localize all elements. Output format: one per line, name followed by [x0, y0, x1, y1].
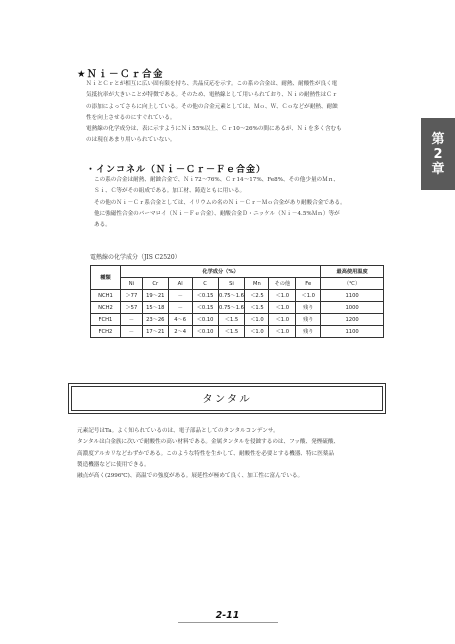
table-row — [91, 314, 384, 326]
table-cell: 残り — [296, 314, 321, 326]
table-cell: ＜1.5 — [218, 314, 245, 326]
table-cell: 残り — [296, 302, 321, 314]
table-cell: ＜0.10 — [192, 326, 218, 338]
table-cell: 17～21 — [142, 326, 168, 338]
table-cell: ＞57 — [120, 302, 142, 314]
nicr-paragraph — [86, 79, 406, 147]
table-title: 電熱線の化学成分（JIS C2520） — [90, 254, 181, 261]
table-cell: ＞77 — [120, 290, 142, 302]
tantalum-line: 製造機器などに使用できる。 — [77, 461, 150, 468]
table-cell: － — [120, 314, 142, 326]
table-cell-name: FCH2 — [91, 326, 121, 338]
inconel-line: その他のＮｉ－Ｃｒ系合金としては、イリウムの名のＮｉ－Ｃｒ－Ｍｏ合金があり耐酸合金である。 — [94, 199, 346, 206]
table-cell: － — [168, 290, 192, 302]
tantalum-line: 元素記号はTa。よく知られているのは、電子部品としてのタンタルコンデンサ。 — [77, 428, 279, 434]
table-cell: ＜1.0 — [269, 290, 296, 302]
table-cell-temp: 1200 — [321, 314, 384, 326]
inconel-line: Ｓｉ、Ｃ等がその組成である。加工材、鋳造ともに用いる。 — [94, 188, 246, 195]
tantalum-line: 融点が高く(2996℃)、高温での強度がある。展延性が極めて良く、加工性に富んでいる。 — [77, 473, 304, 480]
table-column-header: Al — [168, 278, 192, 290]
table-column-header: Fe — [296, 278, 321, 290]
nicr-line: ＮｉとＣｒとが相互に広い固有限を持ち、共晶反応を示す。この系の合金は、耐熱、耐酸性が良く電 — [86, 81, 338, 87]
table-cell: ＜2.5 — [245, 290, 269, 302]
table-cell-name: NCH2 — [91, 302, 121, 314]
table-cell: ＜0.15 — [192, 290, 218, 302]
table-cell-name: FCH1 — [91, 314, 121, 326]
table-cell: ＜1.5 — [245, 302, 269, 314]
table-cell: 0.75～1.6 — [218, 302, 245, 314]
table-column-header: Cr — [142, 278, 168, 290]
table-column-header: その他 — [269, 278, 296, 290]
table-cell: ＜1.0 — [269, 326, 296, 338]
table-cell: ＜1.0 — [245, 314, 269, 326]
table-cell: 0.75～1.6 — [218, 290, 245, 302]
tantalum-line: 高濃度アルカリなどわずかである。このような特性を生かして、耐酸性を必要とする機器、特に医薬品 — [77, 450, 334, 457]
table-column-header: Si — [218, 278, 245, 290]
table-column-header: C — [192, 278, 218, 290]
table-cell: ＜1.0 — [296, 290, 321, 302]
footer-rule — [178, 622, 278, 623]
nicr-line: のは現在あまり用いられていない。 — [86, 137, 176, 144]
composition-table — [90, 265, 384, 338]
chapter-tab-char-2: 章 — [431, 161, 445, 177]
nicr-line: 電熱線の化学成分は、表に示すようにＮｉ55%以上、Ｃｒ10～26%の間にあるが、Ｎｉを多く含むも — [86, 126, 342, 133]
table-row — [91, 290, 384, 302]
table-header-max-temp: 最高使用温度 — [321, 266, 384, 278]
nicr-line: 気抵抗率が大きいことが特徴である。そのため、電熱線として用いられており、Ｎｉの耐熱性はＣｒ — [86, 92, 338, 99]
table-header-temp-unit: （℃） — [321, 278, 384, 290]
tantalum-paragraph — [77, 426, 397, 482]
banner-title: タンタル — [202, 393, 252, 405]
table-header-composition: 化学成分（%） — [120, 266, 320, 278]
table-cell: 4～6 — [168, 314, 192, 326]
nicr-heading: ★Ｎｉ－Ｃｒ合金 — [77, 69, 165, 80]
table-column-header: Ni — [120, 278, 142, 290]
table-header-type: 種類 — [91, 266, 121, 290]
chapter-tab-char-1: 第 — [431, 131, 445, 147]
table-cell: 残り — [296, 326, 321, 338]
table-cell-temp: 1000 — [321, 302, 384, 314]
chapter-tab-number: 2 — [433, 146, 443, 162]
inconel-line: 他に強磁性合金のパーマロイ（Ｎｉ－Ｆｅ合金）、耐酸合金Ｄ・ニッケル（Ｎｉ－4.5%Ｍｎ）等が — [94, 210, 340, 217]
section-banner-tantalum — [68, 383, 386, 414]
table-column-header: Mn — [245, 278, 269, 290]
table-cell-temp: 1100 — [321, 326, 384, 338]
table-cell: 19～21 — [142, 290, 168, 302]
table-cell: ＜0.15 — [192, 302, 218, 314]
page-number: 2-11 — [215, 610, 240, 621]
nicr-line: 性を向上させるのにすぐれている。 — [86, 114, 176, 121]
table-cell: 2～4 — [168, 326, 192, 338]
table-cell: － — [120, 326, 142, 338]
tantalum-line: タンタルは白金族に次いで耐酸性の高い材料である。金属タンタルを侵蝕するのは、フッ酸、発煙硫酸、 — [77, 439, 340, 446]
nicr-line: の添加によってさらに向上している。その他の合金元素としては、Ｍｏ、Ｗ、Ｃｏなどが耐熱、耐蝕 — [86, 103, 338, 110]
chapter-tab — [421, 118, 455, 190]
table-cell: 15～18 — [142, 302, 168, 314]
inconel-paragraph — [94, 175, 412, 231]
inconel-line: この系の合金は耐熱、耐蝕合金で、Ｎｉ72～76%、Ｃｒ14～17%、Fe8%、その他少量のＭｎ、 — [94, 177, 339, 183]
table-row — [91, 326, 384, 338]
table-cell: 23～26 — [142, 314, 168, 326]
table-cell: ＜1.0 — [269, 314, 296, 326]
table-cell-temp: 1100 — [321, 290, 384, 302]
table-cell: － — [168, 302, 192, 314]
table-cell: ＜0.10 — [192, 314, 218, 326]
table-cell-name: NCH1 — [91, 290, 121, 302]
table-row — [91, 302, 384, 314]
inconel-heading: ・インコネル（Ｎｉ－Ｃｒ－Ｆｅ合金） — [86, 165, 267, 175]
table-cell: ＜1.5 — [218, 326, 245, 338]
inconel-line: ある。 — [94, 222, 111, 229]
table-cell: ＜1.0 — [269, 302, 296, 314]
table-cell: ＜1.0 — [245, 326, 269, 338]
